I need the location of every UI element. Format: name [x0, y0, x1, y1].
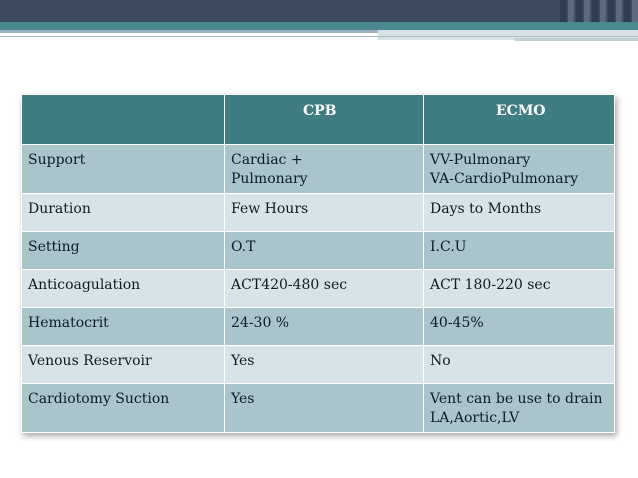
- header-band-right-accent: [515, 38, 638, 41]
- cpb-cell: ACT420-480 sec: [225, 270, 424, 308]
- header-cell-ecmo: ECMO: [424, 95, 615, 145]
- row-label: Hematocrit: [22, 308, 225, 346]
- ecmo-cell: ACT 180-220 sec: [424, 270, 615, 308]
- cpb-cell: 24-30 %: [225, 308, 424, 346]
- row-label: Setting: [22, 232, 225, 270]
- row-label: Support: [22, 145, 225, 194]
- table-row: [22, 308, 615, 346]
- cpb-cell: Cardiac + Pulmonary: [225, 145, 424, 194]
- comparison-table: [21, 94, 615, 433]
- cpb-cell: Yes: [225, 384, 424, 433]
- ecmo-cell: Vent can be use to drain LA,Aortic,LV: [424, 384, 615, 433]
- table-row: [22, 346, 615, 384]
- table-row: [22, 194, 615, 232]
- table-row: [22, 232, 615, 270]
- table-row: [22, 384, 615, 433]
- row-label: Venous Reservoir: [22, 346, 225, 384]
- header-divider-line: [0, 36, 638, 37]
- row-label: Duration: [22, 194, 225, 232]
- ecmo-cell: 40-45%: [424, 308, 615, 346]
- ecmo-cell: Days to Months: [424, 194, 615, 232]
- header-band-dark: [0, 0, 638, 22]
- row-label: Cardiotomy Suction: [22, 384, 225, 433]
- cpb-cell: Yes: [225, 346, 424, 384]
- table-row: [22, 270, 615, 308]
- cpb-cell: Few Hours: [225, 194, 424, 232]
- cpb-cell: O.T: [225, 232, 424, 270]
- table-header-row: [22, 95, 615, 145]
- ecmo-cell: I.C.U: [424, 232, 615, 270]
- row-label: Anticoagulation: [22, 270, 225, 308]
- header-cell-blank: [22, 95, 225, 145]
- ecmo-cell: VV-Pulmonary VA-CardioPulmonary: [424, 145, 615, 194]
- table-row: [22, 145, 615, 194]
- ecmo-cell: No: [424, 346, 615, 384]
- header-cell-cpb: CPB: [225, 95, 424, 145]
- header-stripes: [560, 0, 638, 22]
- header-band-teal: [0, 22, 638, 30]
